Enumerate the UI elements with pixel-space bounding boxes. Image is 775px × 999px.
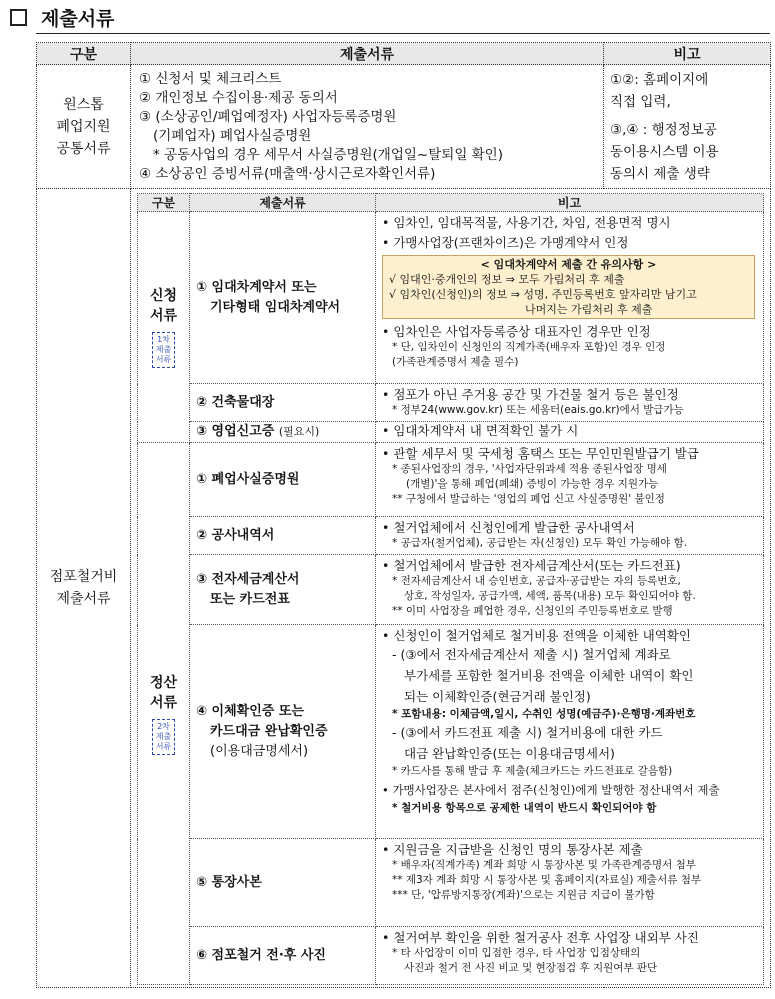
section-title-text: 제출서류 — [41, 7, 115, 30]
remarks-tax-invoice: • 철거업체에서 발급한 전자세금계산서(또는 카드전표) * 전자세금계산서 내 승인번호, 공급자·공급받는 자의 등록번호, 상호, 작성일자, 공급가액, 세액, 품목(내용) 모두 확인되어야 함. ** 이미 사업장을 폐업한 경우, 신청인의 주민등록번호로 발행 — [376, 555, 764, 625]
doc-store-photos: ⑥ 점포철거 전·후 사진 — [190, 927, 376, 985]
table-row — [138, 839, 764, 927]
demolition-table — [137, 193, 764, 985]
doc-lease-contract: ① 임대차계약서 또는 기타형태 임대차계약서 — [190, 212, 376, 384]
common-remarks: ①②: 홈페이지에 직접 입력, ③,④ : 행정정보공 동이용시스템 이용 동의시 제출 생략 — [604, 65, 771, 189]
lease-caution-box: < 임대차계약서 제출 간 유의사항 > √ 임대인·중개인의 정보 ⇒ 모두 가림처리 후 제출 √ 임차인(신청인)의 정보 ⇒ 성명, 주민등록번호 앞자리만 남기고 나머지는 가림처리 후 제출 — [382, 255, 755, 319]
table-row — [138, 212, 764, 384]
doc-bankbook-copy: ⑤ 통장사본 — [190, 839, 376, 927]
demolition-row — [37, 189, 771, 988]
demolition-category: 점포철거비 제출서류 — [37, 189, 131, 988]
title-underline — [36, 33, 770, 34]
common-row — [37, 65, 771, 189]
doc-closure-certificate: ① 폐업사실증명원 — [190, 443, 376, 517]
doc-business-report: ③ 영업신고증 (필요시) — [190, 422, 376, 443]
inner-header-remarks: 비고 — [376, 194, 764, 212]
section-title — [10, 4, 114, 30]
demolition-cell — [131, 189, 771, 988]
doc-construction-statement: ② 공사내역서 — [190, 517, 376, 555]
first-submission-stamp: 1차 제출 서류 — [152, 332, 175, 368]
doc-transfer-confirmation: ④ 이체확인증 또는 카드대금 완납확인증 (이용대금명세서) — [190, 625, 376, 839]
remarks-building-register: • 점포가 아닌 주거용 공간 및 가건물 철거 등은 불인정 * 정부24(www.gov.kr) 또는 세움터(eais.go.kr)에서 발급가능 — [376, 384, 764, 422]
checkbox-icon — [10, 9, 27, 26]
table-row — [138, 555, 764, 625]
settlement-group: 정산 서류 2차 제출 서류 — [138, 443, 190, 985]
remarks-transfer-confirmation: • 신청인이 철거업체로 철거비용 전액을 이체한 내역확인 - (③에서 전자세금계산서 제출 시) 철거업체 계좌로 부가세를 포함한 철거비용 전액을 이체한 내역이 확인 되는 이체확인증(현금거래 불인정) * 포함내용: 이체금액,일시, 수취인 성명(예금주)·은행명·계좌번호 - (③에서 카드전표 제출 시) 철거비용에 대한 카드 대금 완납확인증(또는 이용대금명세서) * 카드사를 통해 발급 후 제출(체크카드는 카드전표로 갈음함) • 가맹사업장은 본사에서 점주(신청인)에게 발행한 정산내역서 제출 * 철거비용 항목으로 공제한 내역이 반드시 확인되어야 함 — [376, 625, 764, 839]
documents-table — [36, 42, 771, 988]
table-row — [138, 422, 764, 443]
common-documents: ① 신청서 및 체크리스트 ② 개인정보 수집이용·제공 동의서 ③ (소상공인/폐업예정자) 사업자등록증명원 (기폐업자) 폐업사실증명원 * 공동사업의 경우 세무서 사실증명원(개업일~탈퇴일 확인) ④ 소상공인 증빙서류(매출액·상시근로자확인서류) — [131, 65, 604, 189]
table-row — [138, 625, 764, 839]
remarks-bankbook-copy: • 지원금을 지급받을 신청인 명의 통장사본 제출 * 배우자(직계가족) 계좌 희망 시 통장사본 및 가족관계증명서 첨부 ** 제3자 계좌 희망 시 통장사본 및 홈페이지(자료실) 제출서류 첨부 *** 단, '압류방지통장(계좌)'으로는 지원금 지급이 불가함 — [376, 839, 764, 927]
remarks-store-photos: • 철거여부 확인을 위한 철거공사 전후 사업장 내외부 사진 * 타 사업장이 이미 입점한 경우, 타 사업장 입점상태의 사진과 철거 전 사진 비교 및 현장점검 후 지원여부 판단 — [376, 927, 764, 985]
remarks-construction-statement: • 철거업체에서 신청인에게 발급한 공사내역서 * 공급자(철거업체), 공급받는 자(신청인) 모두 확인 가능해야 함. — [376, 517, 764, 555]
table-row — [138, 517, 764, 555]
application-group: 신청 서류 1차 제출 서류 — [138, 212, 190, 443]
second-submission-stamp: 2차 제출 서류 — [152, 719, 175, 755]
inner-header-documents: 제출서류 — [190, 194, 376, 212]
table-row — [138, 443, 764, 517]
remarks-lease-contract: • 임차인, 임대목적물, 사용기간, 차임, 전용면적 명시 • 가맹사업장(프랜차이즈)은 가맹계약서 인정 < 임대차계약서 제출 간 유의사항 > √ 임대인·중개인의 정보 ⇒ 모두 가림처리 후 제출 √ 임차인(신청인)의 정보 ⇒ 성명, 주민등록번호 앞자리만 남기고 나머지는 가림처리 후 제출 • 임차인은 사업자등록증상 대표자인 경우만 인정 * 단, 임차인이 신청인의 직계가족(배우자 포함)인 경우 인정 (가족관계증명서 제출 필수) — [376, 212, 764, 384]
doc-tax-invoice: ③ 전자세금계산서 또는 카드전표 — [190, 555, 376, 625]
remarks-business-report: • 임대차계약서 내 면적확인 불가 시 — [376, 422, 764, 443]
remarks-closure-certificate: • 관할 세무서 및 국세청 홈택스 또는 무인민원발급기 발급 * 종된사업장의 경우, '사업자단위과세 적용 종된사업장 명세 (개별)'을 통해 폐업(폐쇄) 증빙이 가능한 경우 지원가능 ** 구청에서 발급하는 '영업의 폐업 신고 사실증명원' 불인정 — [376, 443, 764, 517]
header-remarks: 비고 — [604, 43, 771, 65]
table-row — [138, 927, 764, 985]
inner-header-category: 구분 — [138, 194, 190, 212]
table-row — [138, 384, 764, 422]
header-category: 구분 — [37, 43, 131, 65]
doc-building-register: ② 건축물대장 — [190, 384, 376, 422]
common-category: 원스톱 폐업지원 공통서류 — [37, 65, 131, 189]
header-documents: 제출서류 — [131, 43, 604, 65]
